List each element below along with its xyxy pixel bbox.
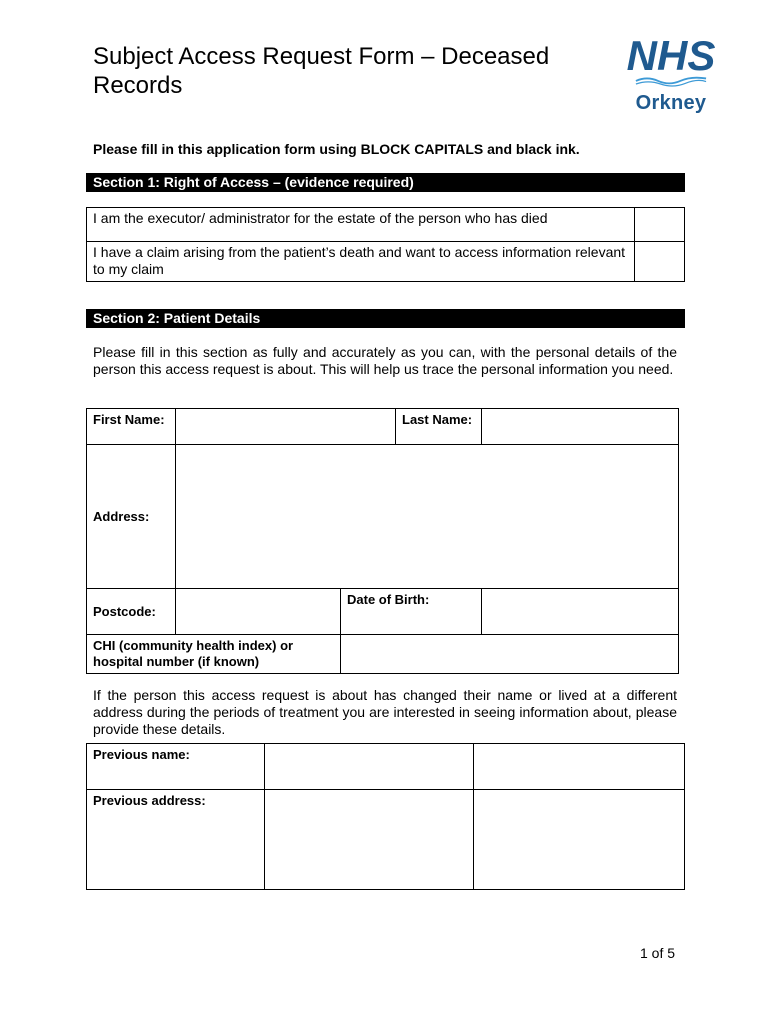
logo-brand-text: NHS [626,36,716,76]
section-2-instructions: Please fill in this section as fully and accurately as you can, with the personal details of the person this access request is about. This will help us trace the personal information you need. [93,344,677,377]
postcode-field[interactable] [176,589,341,635]
last-name-field[interactable] [482,409,679,445]
wave-icon [612,76,730,92]
chi-label: CHI (community health index) or hospital number (if known) [87,635,341,674]
patient-details-table [86,408,679,674]
previous-details-table [86,743,685,890]
section-1-heading: Section 1: Right of Access – (evidence required) [86,173,685,192]
section-2-heading: Section 2: Patient Details [86,309,685,328]
table-row [87,589,679,635]
table-row [87,790,685,890]
claim-option-label: I have a claim arising from the patient’s death and want to access information relevant to my claim [87,242,635,282]
table-row [87,635,679,674]
previous-address-field-1[interactable] [264,790,474,890]
address-field[interactable] [176,445,679,589]
nhs-logo-icon [612,36,730,76]
table-row [87,744,685,790]
first-name-label: First Name: [87,409,176,445]
logo-org-name: Orkney [635,92,707,114]
previous-address-field-2[interactable] [474,790,685,890]
page-title: Subject Access Request Form – Deceased Records [93,43,550,99]
executor-option-label: I am the executor/ administrator for the estate of the person who has died [87,208,635,242]
previous-name-label: Previous name: [87,744,265,790]
dob-label: Date of Birth: [341,589,482,635]
table-row [87,445,679,589]
last-name-label: Last Name: [396,409,482,445]
nhs-orkney-logo [612,36,730,120]
table-row [87,242,685,282]
previous-address-label: Previous address: [87,790,265,890]
first-name-field[interactable] [176,409,396,445]
page-number: 1 of 5 [640,945,676,961]
address-label: Address: [87,445,176,589]
postcode-label: Postcode: [87,589,176,635]
claim-checkbox[interactable] [635,242,685,282]
table-row [87,409,679,445]
chi-field[interactable] [341,635,679,674]
table-row [87,208,685,242]
dob-field[interactable] [482,589,679,635]
previous-name-field-2[interactable] [474,744,685,790]
change-instructions: If the person this access request is about has changed their name or lived at a different address during the periods of treatment you are interested in seeing information about, please provide these details. [93,687,677,737]
intro-instruction: Please fill in this application form using BLOCK CAPITALS and black ink. [93,141,580,157]
previous-name-field-1[interactable] [264,744,474,790]
right-of-access-table [86,207,685,282]
executor-checkbox[interactable] [635,208,685,242]
